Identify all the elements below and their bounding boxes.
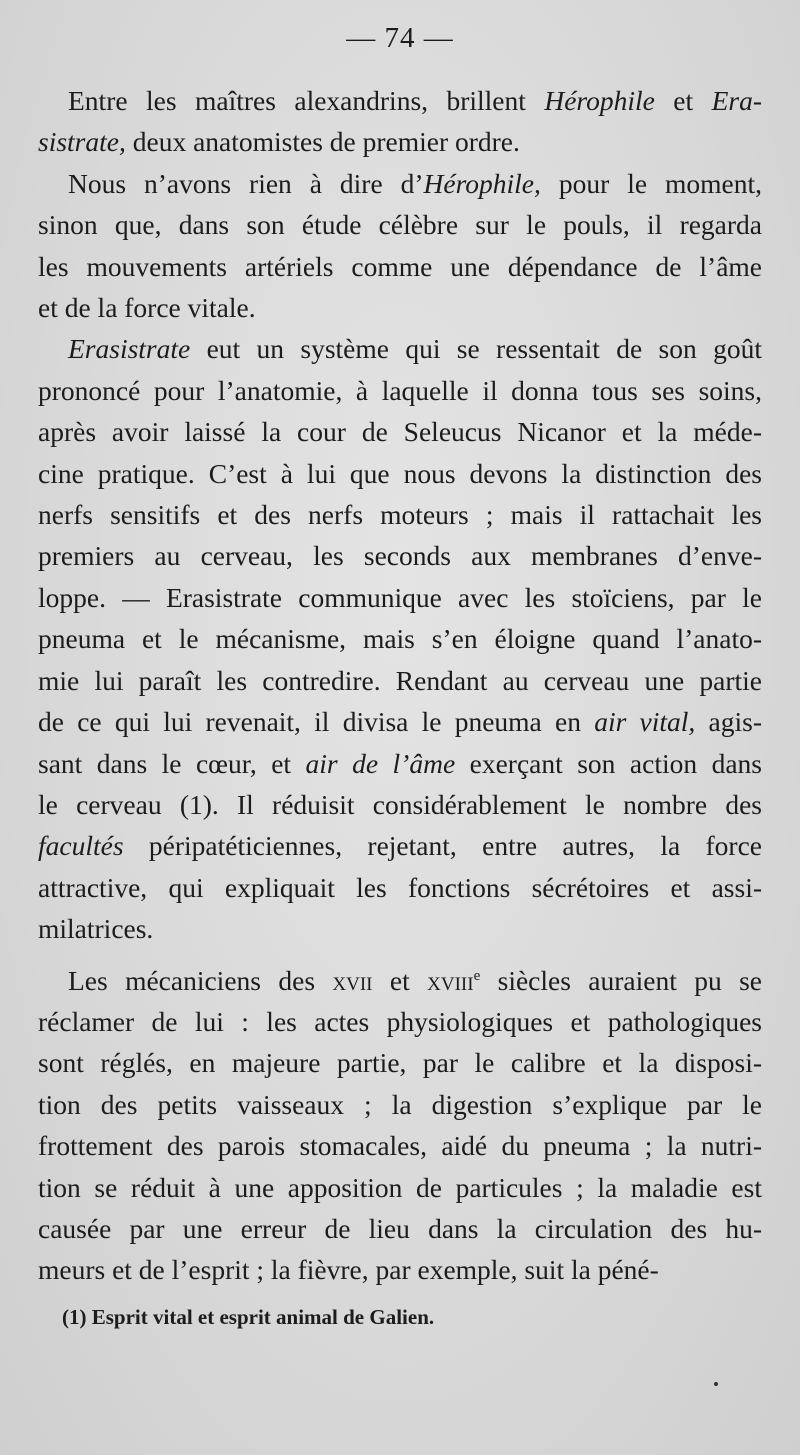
italic-text: facultés [38,830,124,862]
italic-text: Hérophile [544,85,655,116]
text-line [38,743,762,784]
text-segment: les mouvements artériels comme une dépendance de l’âme [38,250,762,282]
text-line [38,163,762,204]
italic-text: Erasistrate [68,333,191,365]
italic-text: air de l’âme [305,747,456,779]
italic-text: Era- [711,85,762,116]
italic-text: Hérophile, [423,167,541,199]
text-segment: le cerveau (1). Il réduisit considérablement le nombre des [38,788,762,820]
text-line [38,960,762,1001]
paragraph [38,960,762,1291]
text-segment: attractive, qui expliquait les fonctions sécrétoires et assi- [38,871,762,903]
text-line [38,328,762,369]
text-segment: exerçant son action dans [455,747,762,779]
paragraph [38,163,762,329]
page-number: — 74 — [346,22,454,54]
text-line [38,701,762,742]
text-line [38,1249,762,1290]
text-line [38,784,762,825]
text-line [38,1125,762,1166]
italic-text: air vital, [594,706,696,738]
text-line [38,825,762,866]
text-segment: cine pratique. C’est à lui que nous devons la distinction des [38,457,762,489]
superscript-text: e [473,967,481,984]
text-line [38,453,762,494]
text-line [38,411,762,452]
paragraph [38,328,762,949]
text-segment: nerfs sensitifs et des nerfs moteurs ; mais il rattachait les [38,499,762,531]
text-segment: milatrices. [38,913,154,945]
text-segment: sinon que, dans son étude célèbre sur le pouls, il regarda [38,209,762,241]
text-line [38,660,762,701]
text-segment: après avoir laissé la cour de Seleucus Nicanor et la méde- [38,416,762,448]
text-line [38,618,762,659]
text-line [38,204,762,245]
text-line [38,867,762,908]
italic-text: sistrate, [38,126,126,158]
text-line [38,370,762,411]
text-segment: meurs et de l’esprit ; la fièvre, par exemple, suit la péné- [38,1254,659,1286]
text-segment: sont réglés, en majeure partie, par le calibre et la disposi- [38,1047,762,1079]
text-segment: tion des petits vaisseaux ; la digestion s’explique par le [38,1088,762,1120]
text-segment: tion se réduit à une apposition de particules ; la maladie est [38,1171,762,1203]
text-segment: agis- [695,706,762,738]
text-segment: premiers au cerveau, les seconds aux membranes d’enve- [38,540,762,572]
text-line [38,1001,762,1042]
paragraph [38,80,762,163]
text-segment: de ce qui lui revenait, il divisa le pneuma en [38,706,595,738]
text-line [38,1084,762,1125]
text-segment: Entre les maîtres alexandrins, brillent [68,85,545,116]
text-segment: réclamer de lui : les actes physiologiques et pathologiques [38,1005,762,1037]
body-text [38,80,762,1291]
print-speck [714,1382,718,1386]
text-segment: mie lui paraît les contredire. Rendant au cerveau une partie [38,664,762,696]
text-segment: eut un système qui se ressentait de son goût [190,333,762,365]
text-segment: pour le moment, [540,167,762,199]
text-segment: et [654,85,712,116]
text-line [38,577,762,618]
text-line [38,80,762,121]
text-segment: deux anatomistes de premier ordre. [125,126,520,158]
text-line [38,1042,762,1083]
text-line [38,1208,762,1249]
text-segment: Les mécaniciens des [68,964,333,996]
text-segment: causée par une erreur de lieu dans la circulation des hu- [38,1212,762,1244]
text-line [38,121,762,162]
text-segment: pneuma et le mécanisme, mais s’en éloigne quand l’anato- [38,623,762,655]
text-line [38,535,762,576]
text-segment: péripatéticiennes, rejetant, entre autres, la force [123,830,762,862]
small-caps-text: xvii [332,964,373,996]
text-segment: et [372,964,428,996]
text-line [38,494,762,535]
text-segment: sant dans le cœur, et [38,747,306,779]
text-line [38,287,762,328]
text-line [38,246,762,287]
text-segment: Nous n’avons rien à dire d’ [68,167,424,199]
text-line [38,908,762,949]
text-segment: siècles auraient pu se [480,964,763,996]
text-segment: et de la force vitale. [38,292,256,324]
text-segment: loppe. — Erasistrate communique avec les stoïciens, par le [38,581,762,613]
small-caps-text: xviii [427,964,474,996]
text-segment: prononcé pour l’anatomie, à laquelle il donna tous ses soins, [38,374,762,406]
text-segment: frottement des parois stomacales, aidé du pneuma ; la nutri- [38,1130,762,1162]
text-line [38,1167,762,1208]
footnote: (1) Esprit vital et esprit animal de Galien. [62,1305,435,1329]
